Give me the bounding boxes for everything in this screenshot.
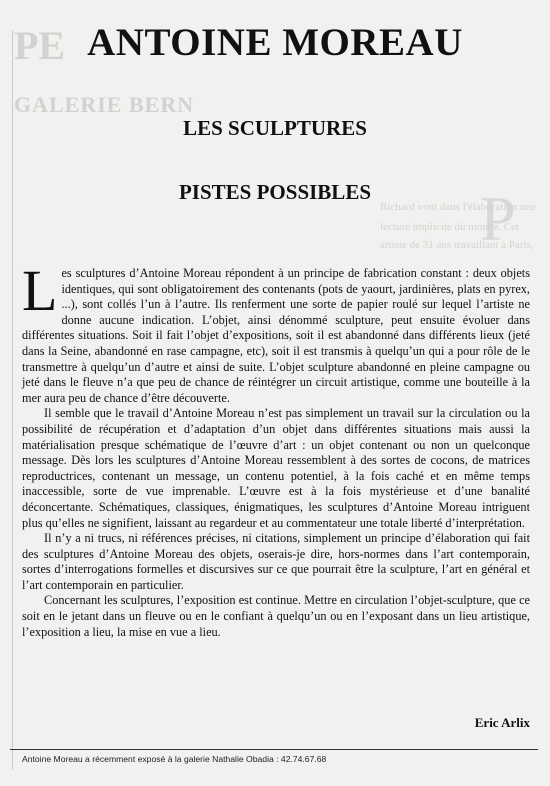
article-subtitle: LES SCULPTURES xyxy=(183,116,367,140)
bleed-through-text: artiste de 31 ans travaillant à Paris, xyxy=(380,239,534,251)
paragraph-2: Il semble que le travail d’Antoine Moreau n’est pas simplement un travail sur la circulation ou la possibilité de récupération et d’adaptation d’un objet dans différentes situations mais aussi la matérialisation presque schématique de l’œuvre d’art : un objet contenant ou non un quelconque message. Dès lors les sculptures d’Antoine Moreau ressemblent à des sortes de cocons, de matrices reproductrices, contenant un message, un contenu potentiel, à la fois caché et en même temps inaccessible, sorte de vue imprenable. L’œuvre est à la fois mystérieuse et d’une banalité déconcertante. Schématiques, classiques, énigmatiques, les sculptures d’Antoine Moreau intriguent plus qu’elles ne signifient, laissant au regardeur et au commentateur une totale liberté d’interprétation. xyxy=(22,406,530,530)
bleed-through-text: Richard vont dans l'élaboration une xyxy=(380,201,536,213)
bleed-through-text: PE xyxy=(14,23,66,68)
bleed-through-text: GALERIE BERN xyxy=(14,92,195,117)
article-title: ANTOINE MOREAU xyxy=(87,21,463,64)
paragraph-1 xyxy=(22,258,530,406)
paragraph-1-text: es sculptures d’Antoine Moreau répondent à un principe de fabrication constant : deux objets identiques, qui sont obligatoirement des contenants (pots de yaourt, jardinières, plats en pyrex, ...), sont collés l’un à l’autre. Ils renferment une sorte de papier roulé sur lequel l’artiste ne donne aucune indication. L’objet, ainsi dénommé sculpture, peut ensuite évoluer dans différentes situations. Soit il fait l’objet d’expositions, soit il est abandonné dans différents lieux (jeté dans la Seine, abandonné en rase campagne, etc), soit il est transmis à quelqu’un qui a pour rôle de le transmettre à quelqu’un d’autre et ainsi de suite. L’objet sculpture abandonné en pleine campagne ou jeté dans le fleuve n’a que peu de chance de réintégrer un circuit artistique, comme une bouteille à la mer aura peu de chance d’être découverte. xyxy=(22,266,530,405)
author-signature: Eric Arlix xyxy=(474,715,530,730)
footnote: Antoine Moreau a récemment exposé à la galerie Nathalie Obadia : 42.74.67.68 xyxy=(22,754,327,764)
paragraph-4: Concernant les sculptures, l’exposition est continue. Mettre en circulation l’objet-sculpture, que ce soit en le jetant dans un fleuve ou en le confiant à quelqu’un ou en l’exposant dans un lieu artistique, l’exposition a lieu, la mise en vue a lieu. xyxy=(22,593,530,639)
footer-divider xyxy=(10,749,538,750)
drop-cap: L xyxy=(22,258,58,323)
bleed-through-text: P xyxy=(480,183,516,254)
article-body xyxy=(22,258,530,640)
article-section-heading: PISTES POSSIBLES xyxy=(178,180,371,204)
paragraph-3: Il n’y a ni trucs, ni références précises, ni citations, simplement un principe d’élaboration qui fait des sculptures d’Antoine Moreau des objets, oserais-je dire, hors-normes dans l’art contemporain, sortes d’interrogations formelles et discursives sur ce que pourrait être la sculpture, l’art en général et l’art contemporain en particulier. xyxy=(22,531,530,592)
bleed-through-text: lecture implicite du monde. Cet xyxy=(380,221,519,233)
column-rule xyxy=(12,30,13,770)
